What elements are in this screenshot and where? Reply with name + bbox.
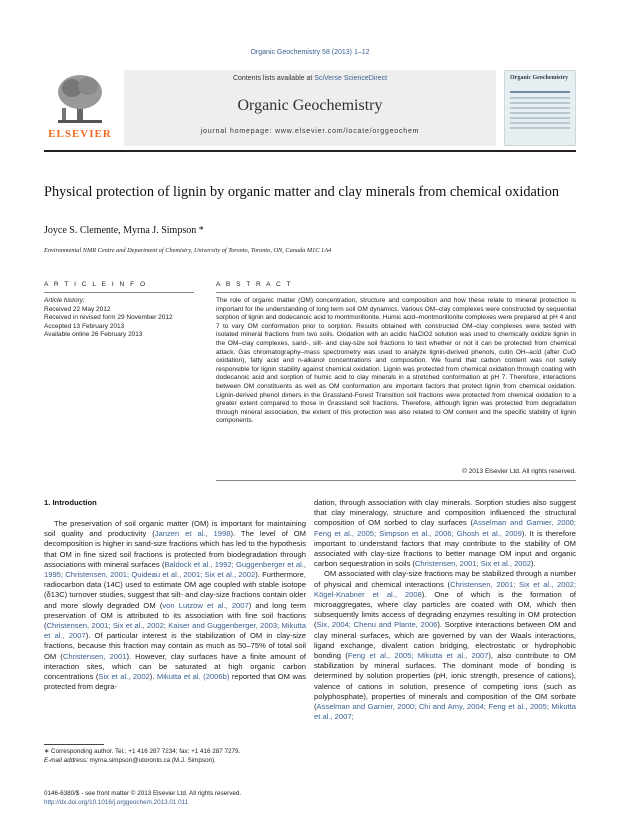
- contents-line: [124, 75, 496, 82]
- issn-line: 0146-6380/$ - see front matter © 2013 Elsevier Ltd. All rights reserved.: [44, 790, 242, 797]
- elsevier-logo: [44, 70, 116, 146]
- citation-link[interactable]: Baldock et al., 1992; Guggenberger et al., 1995; Christensen, 2001; Quideau et al., 2001; Six et al., 2002: [44, 559, 306, 580]
- journal-homepage[interactable]: journal homepage: www.elsevier.com/locate/orggeochem: [200, 128, 420, 135]
- article-title: Physical protection of lignin by organic matter and clay minerals from chemical oxidation: [44, 184, 560, 200]
- abstract-bottom-rule: [216, 480, 576, 481]
- article-info-heading: A R T I C L E I N F O: [44, 281, 148, 288]
- cover-lines: [510, 97, 570, 132]
- journal-cover-thumbnail: [504, 70, 576, 146]
- intro-paragraph-1: The preservation of soil organic matter (OM) is important for maintaining soil quality and productivity (Janzen et al., 1998). The level of OM decomposition is higher in sand-size fractions which has led to the hypothesis that OM in fine sized soil fractions is protected from biodegradation through associations with mineral surfaces (Baldock et al., 1992; Guggenberger et al., 1995; Christensen, 2001; Quideau et al., 2001; Six et al., 2002). Furthermore, radiocarbon data (14C) used to estimate OM age coupled with stable isotope (δ13C) turnover studies, suggest that silt- and clay-size fractions contain older and more slowly degraded OM (von Lutzow et al., 2007) and long term preservation of OM is attributed to its association with fine soil fractions (Christensen, 2001; Six et al., 2002; Kaiser and Guggenberger, 2003; Mikutta et al., 2007). Of particular interest is the stabilization of OM in clay-size fractions, because this fraction may contain as much as 50–75% of total soil OM (Christensen, 2001). However, clay surfaces have a finite amount of interaction sites, which can be saturated at high organic carbon concentrations (Six et al., 2002). Mikutta et al. (2006b) reported that OM was protected from degra-: [44, 519, 307, 692]
- journal-reference[interactable]: Organic Geochemistry 58 (2013) 1–12: [250, 49, 370, 56]
- sciencedirect-link[interactable]: SciVerse ScienceDirect: [314, 75, 388, 82]
- citation-link[interactable]: Six et al., 2002: [98, 672, 150, 682]
- section-heading-introduction: 1. Introduction: [44, 498, 97, 507]
- citation-link[interactable]: Feng et al., 2005; Mikutta et al., 2007: [347, 651, 489, 661]
- cover-title: Organic Geochemistry: [510, 75, 569, 81]
- citation-link[interactable]: Christensen, 2001; Six et al., 2002; Kaiser and Guggenberger, 2003; Mikutta et al., 2007: [44, 621, 306, 641]
- tree-icon: [54, 72, 106, 126]
- article-authors: Joyce S. Clemente, Myrna J. Simpson *: [44, 225, 204, 236]
- doi-link[interactable]: http://dx.doi.org/10.1016/j.orggeochem.2013.01.011: [44, 798, 189, 806]
- citation-link[interactable]: Christensen, 2001; Six et al., 2002: [414, 559, 531, 569]
- email-line: [44, 757, 306, 766]
- received-date: Received 22 May 2012: [44, 305, 111, 313]
- citation-link[interactable]: Asselman and Garnier, 2000; Feng et al., 2005; Simpson et al., 2006; Ghosh et al., 2009: [314, 518, 577, 538]
- intro-paragraph-1-cont: dation, through association with clay minerals. Sorption studies also suggest that clay mineralogy, structure and composition influenced the structural composition of OM sorbed to clay surfaces (Asselman and Garnier, 2000; Feng et al., 2005; Simpson et al., 2006; Ghosh et al., 2009). It is therefore important to understand factors that may contribute to the stability of OM associated with clay-size fractions to better manage OM input and organic carbon sequestration in soils (Christensen, 2001; Six et al., 2002).: [314, 498, 577, 569]
- corresponding-author: ∗ Corresponding author. Tel.: +1 416 287 7234; fax: +1 416 287 7279.: [44, 748, 241, 755]
- abstract-copyright: © 2013 Elsevier Ltd. All rights reserved.: [462, 468, 576, 475]
- body-column-left: [44, 519, 306, 692]
- history-label: Article history:: [44, 297, 85, 304]
- footnote-rule: [44, 744, 104, 745]
- email-label: E-mail address:: [44, 756, 88, 764]
- accepted-date: Accepted 13 February 2013: [44, 322, 125, 330]
- email-address[interactable]: myrna.simpson@utoronto.ca (M.J. Simpson).: [87, 756, 216, 764]
- citation-link[interactable]: Six, 2004; Chenu and Plante, 2006: [316, 620, 438, 630]
- online-date: Available online 26 February 2013: [44, 331, 143, 339]
- front-matter-info: [44, 790, 306, 807]
- publisher-wordmark: ELSEVIER: [48, 128, 112, 140]
- article-info-rule: [44, 292, 194, 293]
- citation-link[interactable]: Christensen, 2001: [62, 651, 127, 661]
- journal-masthead: [44, 70, 576, 146]
- journal-name: Organic Geochemistry: [237, 97, 383, 114]
- revised-date: Received in revised form 29 November 2012: [44, 314, 173, 322]
- article-history: [44, 297, 194, 340]
- intro-paragraph-2: OM associated with clay-size fractions may be stabilized through a number of physical and chemical interactions (Christensen, 2001; Six et al., 2002; Kögel-Knabner et al., 2008). One of which is the formation of microaggregates, where clay particles are coated with OM, which then subsequently limits access of degrading enzymes resulting in OM protection (Six, 2004; Chenu and Plante, 2006). Sorptive interactions between OM and clay mineral surfaces, which are governed by van der Waals interactions, ligand exchange, divalent cation bridging, electrostatic or hydrophobic bonding (Feng et al., 2005; Mikutta et al., 2007), also contribute to OM stabilization by mineral surfaces. The dominant mode of bonding is determined by solution properties (pH, ionic strength, presence of cations), valence of cations in solution, presence of competing ions (such as polyphosphate), properties of minerals and composition of the OM sorbate (Asselman and Garnier, 2000; Chi and Amy, 2004; Feng et al., 2005; Mikutta et al., 2007;: [314, 569, 577, 722]
- abstract-rule: [216, 292, 576, 293]
- body-column-right: [314, 498, 576, 722]
- citation-link[interactable]: Janzen et al., 1998: [154, 529, 231, 539]
- article-affiliation: Environmental NMR Centre and Department of Chemistry, University of Toronto, Toronto, ON, Canada M1C 1A4: [44, 247, 332, 254]
- citation-link[interactable]: von Lutzow et al., 2007: [162, 600, 249, 610]
- cover-band: [510, 91, 570, 93]
- masthead-banner: [124, 70, 496, 146]
- citation-link[interactable]: Christensen, 2001; Six et al., 2002; Kögel-Knabner et al., 2008: [314, 579, 577, 599]
- citation-link[interactable]: Asselman and Garnier, 2000; Chi and Amy, 2004; Feng et al., 2005; Mikutta et al., 2007;: [314, 702, 576, 722]
- abstract-body: The role of organic matter (OM) concentration, structure and composition and how these relate to mineral protection is important for the understanding of long term soil OM dynamics. Various OM–clay complexes were constructed by sequential sorption of lignin and dodecanoic acid to montmorillonite. Humic acid–montmorillonite complexes were prepared at pH 4 and 7 to vary OM conformation prior to sorption. Results obtained with constructed OM–clay complexes were tested with isolated mineral fractions from two soils. Oxidation with an acidic NaClO2 solution was used to chemically oxidize lignin in the OM–clay complexes, sand-, silt- and clay-size soil fractions to test whether or not it can be protected from chemical attack. Gas chromatography–mass spectrometry was used to analyze lignin-derived phenols, cutin OH–acid (after CuO oxidation), fatty acid and n-alkanol concentrations and composition. We found that carbon content was not solely responsible for lignin stability against chemical oxidation. Lignin was protected from chemical oxidation through coating with dodecanoic acid and sorption of humic acid to clay minerals in a stretched conformation at pH 7. Therefore, interactions between OM constituents as well as OM conformation are important factors that protect lignin from chemical oxidation. Lignin-derived phenol dimers in the Grassland-Forest Transition soil fractions were protected from chemical oxidation to a greater extent compared to those in Grassland soil fractions. Therefore, although lignin was protected from degradation through mineral association, the extent of this protection was also related to OM content and the specific stability of lignin components.: [216, 297, 576, 425]
- abstract-heading: A B S T R A C T: [216, 281, 293, 288]
- corresponding-author-footnote: [44, 748, 306, 765]
- citation-link[interactable]: Mikutta et al. (2006b): [156, 672, 230, 682]
- masthead-rule: [44, 150, 576, 152]
- contents-prefix: Contents lists available at: [232, 75, 315, 82]
